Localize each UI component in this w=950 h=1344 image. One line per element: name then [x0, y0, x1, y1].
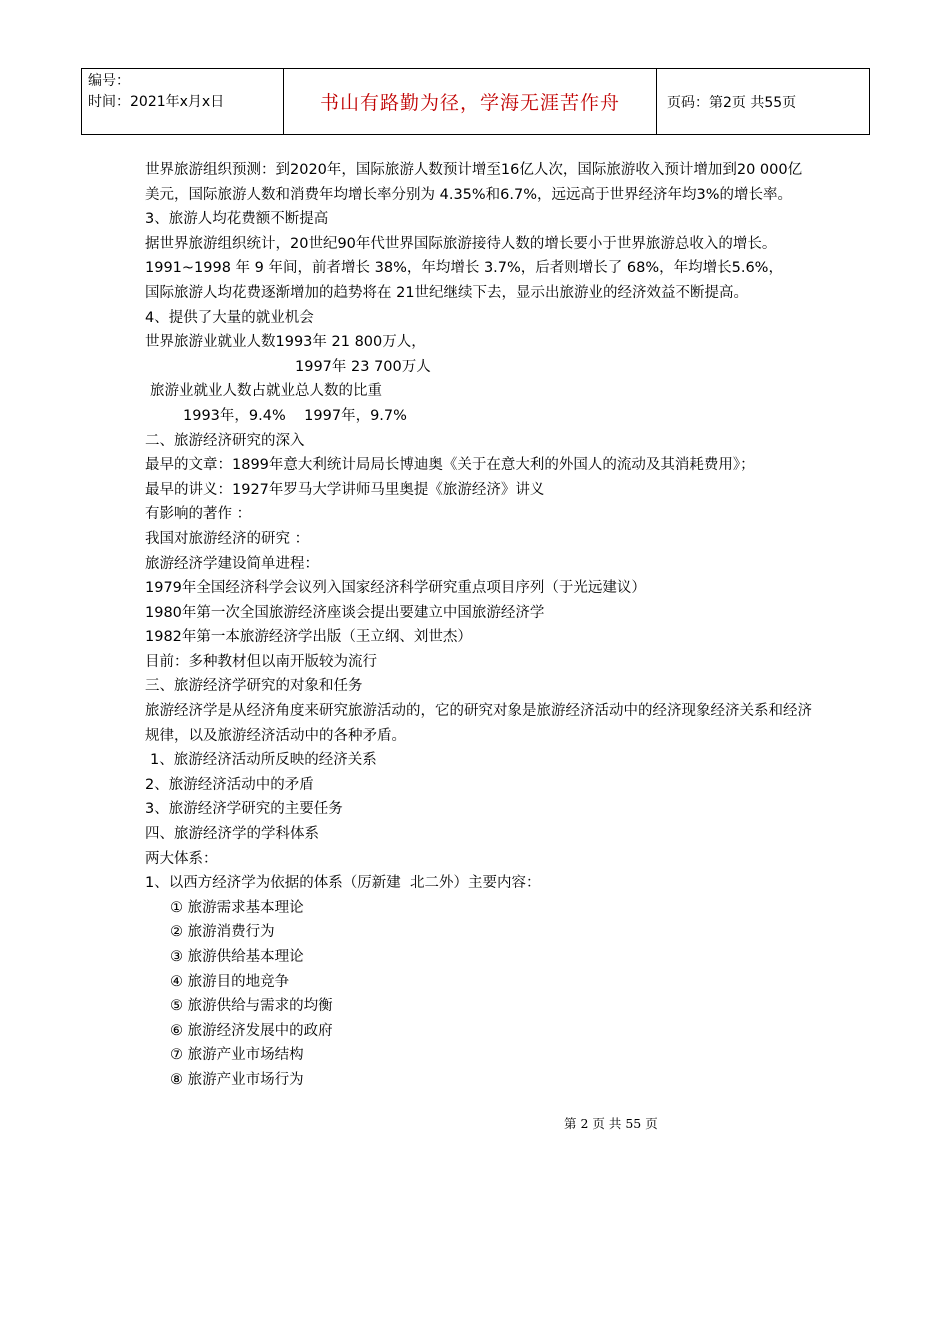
- domestic-research: 我国对旅游经济的研究 ：: [145, 530, 310, 547]
- paragraph-statistics: 据世界旅游组织统计，20世纪90年代世界国际旅游接待人数的增长要小于世界旅游总收入的增长。: [145, 235, 777, 252]
- date-label: 时间：2021年x月x日: [88, 94, 225, 110]
- employment-1993: 世界旅游业就业人数1993年 21 800万人，: [145, 334, 426, 351]
- paragraph-forecast: 世界旅游组织预测：到2020年，国际旅游人数预计增至16亿人次，国际旅游收入预计增加到20 000亿美元，国际旅游人数和消费年均增长率分别为 4.35%和6.7%，远远高于世界经济年均3%的增长率。: [145, 162, 803, 203]
- section-heading-2: 二、旅游经济研究的深入: [145, 432, 305, 449]
- construction-process: 旅游经济学建设简单进程：: [145, 555, 319, 572]
- header-page-cell: [657, 69, 869, 134]
- process-1980: 1980年第一次全国旅游经济座谈会提出要建立中国旅游经济学: [145, 604, 545, 621]
- content-item-5: ⑤ 旅游供给与需求的均衡: [170, 998, 333, 1015]
- task-item-2: 2、旅游经济活动中的矛盾: [145, 776, 314, 793]
- task-item-3: 3、旅游经济学研究的主要任务: [145, 801, 343, 818]
- content-item-1: ① 旅游需求基本理论: [170, 899, 304, 916]
- process-1982: 1982年第一本旅游经济学出版（王立纲、刘世杰）: [145, 629, 472, 646]
- motto-text: 书山有路勤为径，学海无涯苦作舟: [319, 92, 620, 114]
- page-footer: 第 2 页 共 55 页: [564, 1116, 658, 1131]
- employment-1997: 1997年 23 700万人: [295, 358, 431, 375]
- two-systems: 两大体系：: [145, 850, 218, 867]
- content-item-6: ⑥ 旅游经济发展中的政府: [170, 1022, 333, 1039]
- influential-works: 有影响的著作 ：: [145, 506, 252, 523]
- paragraph-trend: 国际旅游人均花费逐渐增加的趋势将在 21世纪继续下去，显示出旅游业的经济效益不断提高。: [145, 284, 749, 301]
- content-item-8: ⑧ 旅游产业市场行为: [170, 1071, 304, 1088]
- research-object: 旅游经济学是从经济角度来研究旅游活动的，它的研究对象是旅游经济活动中的经济现象经济关系和经济规律，以及旅游经济活动中的各种矛盾。: [145, 703, 812, 744]
- heading-spending: 3、旅游人均花费额不断提高: [145, 211, 329, 228]
- content-item-4: ④ 旅游目的地竞争: [170, 973, 290, 990]
- task-item-1: 1、旅游经济活动所反映的经济关系: [150, 752, 377, 769]
- section-heading-4: 四、旅游经济学的学科体系: [145, 826, 319, 843]
- system-1: 1、以西方经济学为依据的体系（厉新建 北二外）主要内容：: [145, 875, 541, 892]
- employment-ratio-values: 1993年，9.4% 1997年，9.7%: [183, 407, 407, 424]
- earliest-article: 最早的文章：1899年意大利统计局局长博迪奥《关于在意大利的外国人的流动及其消耗费用》；: [145, 457, 755, 474]
- content-item-2: ② 旅游消费行为: [170, 924, 275, 941]
- paragraph-growth: 1991~1998 年 9 年间，前者增长 38%，年均增长 3.7%，后者则增长了 68%，年均增长5.6%，: [145, 260, 783, 277]
- document-header-table: [81, 68, 870, 135]
- employment-ratio-label: 旅游业就业人数占就业总人数的比重: [150, 383, 382, 400]
- page-info-text: 页码：第2页 共55页: [667, 94, 797, 111]
- header-motto-cell: [284, 69, 657, 134]
- content-item-7: ⑦ 旅游产业市场结构: [170, 1047, 304, 1064]
- section-heading-3: 三、旅游经济学研究的对象和任务: [145, 678, 363, 695]
- process-current: 目前：多种教材但以南开版较为流行: [145, 653, 377, 670]
- serial-number-label: 编号：: [88, 73, 130, 89]
- process-1979: 1979年全国经济科学会议列入国家经济科学研究重点项目序列（于光远建议）: [145, 580, 646, 597]
- header-meta-cell: [82, 69, 284, 134]
- document-body: [145, 158, 813, 1093]
- earliest-lecture: 最早的讲义：1927年罗马大学讲师马里奥提《旅游经济》讲义: [145, 481, 545, 498]
- content-item-3: ③ 旅游供给基本理论: [170, 949, 304, 965]
- heading-employment: 4、提供了大量的就业机会: [145, 309, 314, 326]
